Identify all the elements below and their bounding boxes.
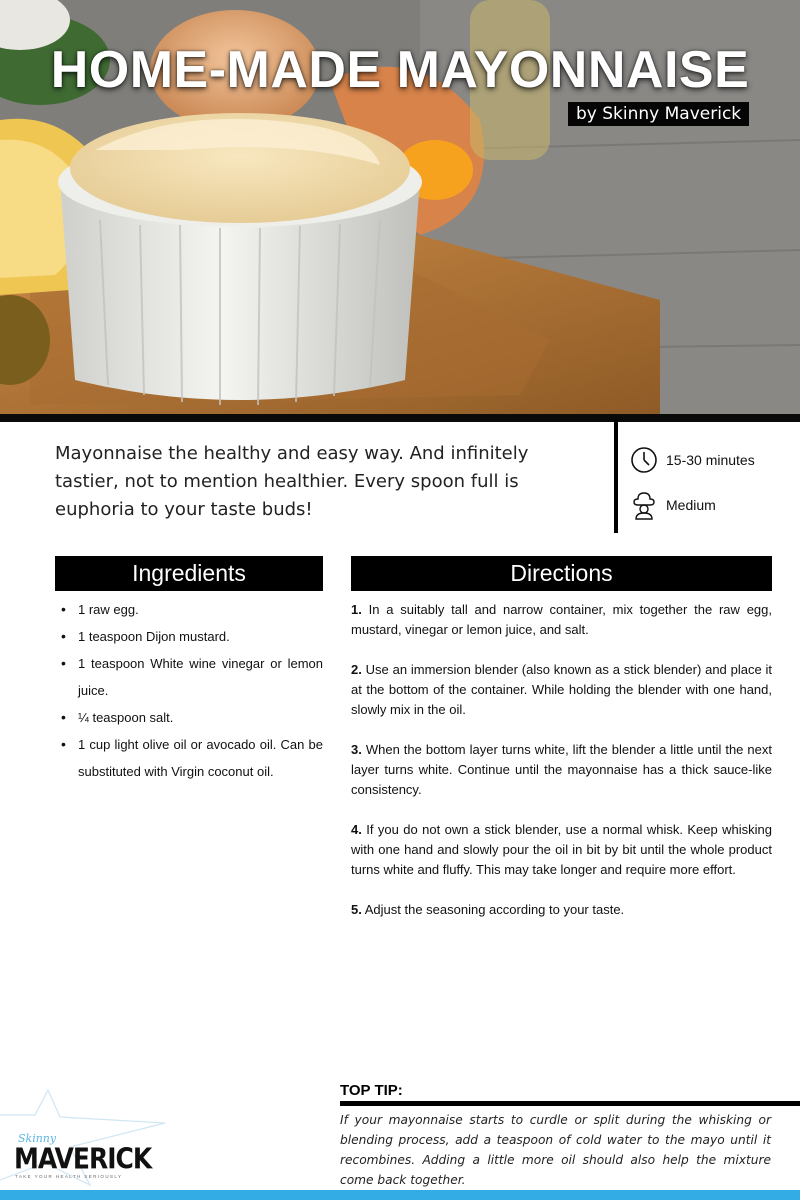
direction-step bbox=[351, 740, 772, 800]
step-number: 5. bbox=[351, 902, 362, 917]
ingredient-item: • 1 cup light olive oil or avocado oil. Can be substituted with Virgin coconut oil. bbox=[55, 731, 323, 785]
chef-icon bbox=[630, 490, 658, 520]
step-text: When the bottom layer turns white, lift the blender a little until the next layer turns white. Continue until the mayonnaise has a thick sauce-like consistency. bbox=[351, 742, 772, 797]
direction-step bbox=[351, 900, 772, 920]
top-tip-divider bbox=[340, 1101, 800, 1106]
difficulty bbox=[630, 490, 716, 520]
footer-accent-bar bbox=[0, 1190, 800, 1200]
ingredient-item: • 1 teaspoon White wine vinegar or lemon juice. bbox=[55, 650, 323, 704]
step-number: 2. bbox=[351, 662, 362, 677]
direction-step bbox=[351, 660, 772, 720]
ingredients-header: Ingredients bbox=[55, 556, 323, 591]
directions-list bbox=[351, 600, 772, 940]
step-text: Use an immersion blender (also known as a stick blender) and place it at the bottom of the container. While holding the blender with one hand, slowly mix in the oil. bbox=[351, 662, 772, 717]
page-title: HOME-MADE MAYONNAISE bbox=[50, 41, 750, 99]
step-text: Adjust the seasoning according to your taste. bbox=[361, 902, 625, 917]
logo-tagline: TAKE YOUR HEALTH SERIOUSLY bbox=[15, 1174, 123, 1179]
direction-step bbox=[351, 600, 772, 640]
step-number: 3. bbox=[351, 742, 362, 757]
ingredients-list bbox=[55, 596, 323, 785]
author-byline: by Skinny Maverick bbox=[568, 102, 749, 126]
ingredient-item: • ¼ teaspoon salt. bbox=[55, 704, 323, 731]
ingredient-item: • 1 teaspoon Dijon mustard. bbox=[55, 623, 323, 650]
difficulty-label: Medium bbox=[666, 497, 716, 513]
ingredient-item: • 1 raw egg. bbox=[55, 596, 323, 623]
step-text: If you do not own a stick blender, use a normal whisk. Keep whisking with one hand and slowly pour the oil in bit by bit until the whole product turns white and fluffy. This may take longer and require more effort. bbox=[351, 822, 772, 877]
clock-icon bbox=[630, 446, 658, 474]
hero-bottom-border bbox=[0, 414, 800, 422]
top-tip-text: If your mayonnaise starts to curdle or split during the whisking or blending process, add a teaspoon of cold water to the mayo until it recombines. Adding a little more oil should also help the mixture come back together. bbox=[340, 1113, 771, 1187]
step-number: 1. bbox=[351, 602, 362, 617]
logo-script-text: Skinny bbox=[18, 1132, 57, 1145]
step-number: 4. bbox=[351, 822, 362, 837]
direction-step bbox=[351, 820, 772, 880]
prep-time bbox=[630, 446, 755, 474]
directions-header: Directions bbox=[351, 556, 772, 591]
meta-divider bbox=[614, 420, 618, 533]
step-text: In a suitably tall and narrow container, mix together the raw egg, mustard, vinegar or lemon juice, and salt. bbox=[351, 602, 772, 637]
logo-wordmark: MAVERICK bbox=[14, 1142, 152, 1176]
intro-text: Mayonnaise the healthy and easy way. And infinitely tastier, not to mention healthier. Every spoon full is euphoria to your taste buds! bbox=[55, 443, 529, 520]
prep-time-label: 15-30 minutes bbox=[666, 452, 755, 468]
top-tip-title: TOP TIP: bbox=[340, 1082, 403, 1099]
